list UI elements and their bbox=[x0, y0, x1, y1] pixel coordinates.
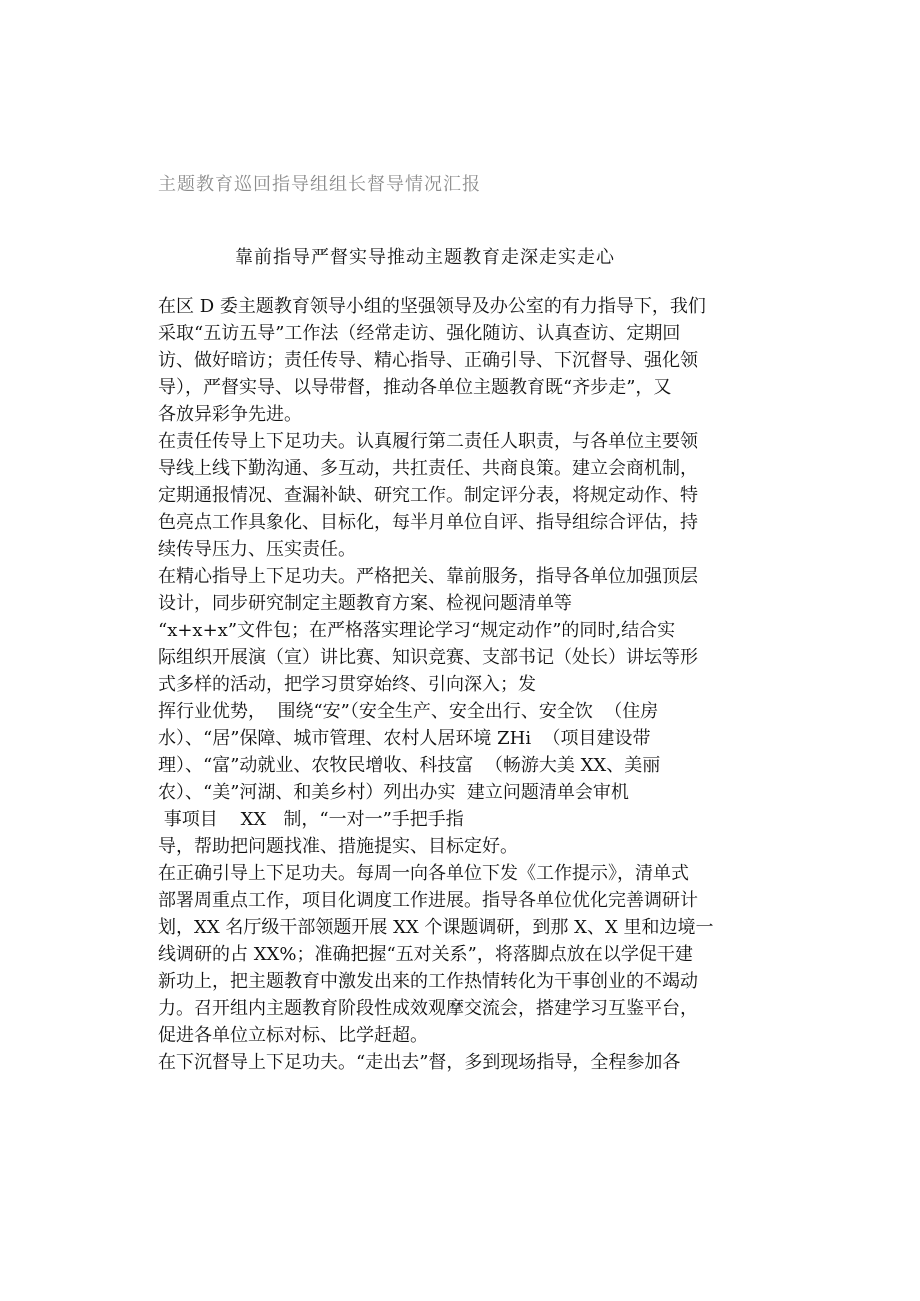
text-line: 定期通报情况、查漏补缺、研究工作。制定评分表，将规定动作、特 bbox=[158, 485, 698, 506]
text-line: 在精心指导上下足功夫。严格把关、靠前服务，指导各单位加强顶层 bbox=[158, 566, 698, 587]
paragraph bbox=[158, 293, 768, 428]
text-line: 色亮点工作具象化、目标化，每半月单位自评、指导组综合评估，持 bbox=[158, 512, 698, 533]
text-line: 在责任传导上下足功夫。认真履行第二责任人职责，与各单位主要领 bbox=[158, 431, 698, 452]
text-line: 设计，同步研究制定主题教育方案、检视问题清单等 bbox=[158, 593, 572, 614]
text-line: 水）、“居”保障、城市管理、农村人居环境 ZHi （项目建设带 bbox=[158, 728, 651, 749]
text-line: 力。召开组内主题教育阶段性成效观摩交流会，搭建学习互鉴平台， bbox=[158, 998, 698, 1019]
paragraph bbox=[158, 563, 768, 860]
document-title: 靠前指导严督实导推动主题教育走深走实走心 bbox=[235, 247, 615, 268]
paragraph bbox=[158, 860, 768, 1049]
text-line: 挥行业优势， 围绕“安”（安全生产、安全出行、安全饮 （住房 bbox=[158, 701, 659, 722]
text-line: 在下沉督导上下足功夫。“走出去”督，多到现场指导，全程参加各 bbox=[158, 1052, 681, 1073]
text-line: “x+x+x”文件包；在严格落实理论学习“规定动作”的同时,结合实 bbox=[158, 620, 676, 641]
text-line: 际组织开展演（宣）讲比赛、知识竞赛、支部书记（处长）讲坛等形 bbox=[158, 647, 698, 668]
text-line: 各放异彩争先进。 bbox=[158, 404, 302, 425]
text-line: 在区 D 委主题教育领导小组的坚强领导及办公室的有力指导下，我们 bbox=[158, 296, 706, 317]
text-line: 部署周重点工作，项目化调度工作进展。指导各单位优化完善调研计 bbox=[158, 890, 698, 911]
text-line: 促进各单位立标对标、比学赶超。 bbox=[158, 1025, 428, 1046]
document-body bbox=[158, 293, 768, 1076]
document-header: 主题教育巡回指导组组长督导情况汇报 bbox=[158, 174, 481, 195]
text-line: 理）、“富”动就业、农牧民增收、科技富 （畅游大美 XX、美丽 bbox=[158, 755, 661, 776]
text-line: 采取“五访五导”工作法（经常走访、强化随访、认真查访、定期回 bbox=[158, 323, 681, 344]
text-line: 划，XX 名厅级干部领题开展 XX 个课题调研，到那 X、X 里和边境一 bbox=[158, 917, 714, 938]
text-line: 线调研的占 XX%；准确把握“五对关系”，将落脚点放在以学促干建 bbox=[158, 944, 693, 965]
paragraph bbox=[158, 428, 768, 563]
text-line: 续传导压力、压实责任。 bbox=[158, 539, 356, 560]
text-line: 导），严督实导、以导带督，推动各单位主题教育既“齐步走”，又 bbox=[158, 377, 672, 398]
paragraph bbox=[158, 1049, 768, 1076]
text-line: 新功上，把主题教育中激发出来的工作热情转化为干事创业的不竭动 bbox=[158, 971, 698, 992]
text-line: 导，帮助把问题找准、措施提实、目标定好。 bbox=[158, 836, 518, 857]
text-line: 导线上线下勤沟通、多互动，共扛责任、共商良策。建立会商机制， bbox=[158, 458, 698, 479]
text-line: 式多样的活动，把学习贯穿始终、引向深入；发 bbox=[158, 674, 536, 695]
text-line: 事项目 XX 制，“一对一”手把手指 bbox=[158, 809, 464, 830]
text-line: 访、做好暗访；责任传导、精心指导、正确引导、下沉督导、强化领 bbox=[158, 350, 698, 371]
text-line: 在正确引导上下足功夫。每周一向各单位下发《工作提示》，清单式 bbox=[158, 863, 689, 884]
text-line: 农）、“美”河湖、和美乡村）列出办实 建立问题清单会审机 bbox=[158, 782, 629, 803]
